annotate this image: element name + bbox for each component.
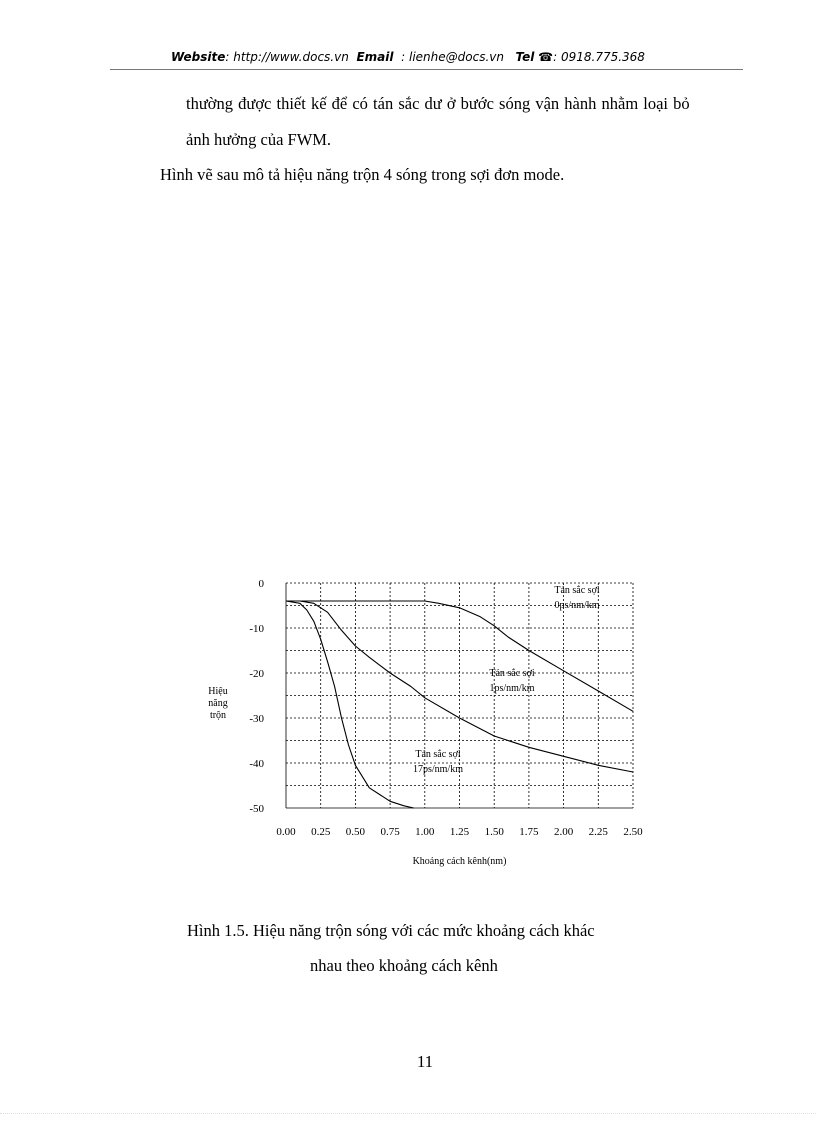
x-tick-label: 0.25 [311,826,331,838]
header-divider [110,69,743,70]
x-tick-label: 1.00 [415,826,435,838]
series-line-2 [286,601,414,808]
y-tick-label: -30 [249,713,264,725]
phone-icon: ☎ [538,50,554,64]
x-tick-label: 0.00 [276,826,296,838]
y-axis-label: trộn [209,710,227,721]
figure-caption-line-2: nhau theo khoảng cách kênh [310,956,498,975]
fwm-chart [190,548,660,888]
x-tick-label: 2.50 [623,826,643,838]
body-line-2: ảnh hưởng của FWM. [186,130,332,149]
y-axis-label: Hiệu [208,686,228,697]
body-line-1: thường được thiết kế để có tán sắc dư ở bước sóng vận hành nhằm loại bỏ [186,94,690,113]
y-tick-label: 0 [258,578,264,590]
series-label: Tán sắc sợi [554,585,600,596]
page-number: 11 [416,1052,434,1071]
series-label: 1ps/nm/km [489,683,535,694]
series-label: 17ps/nm/km [412,764,464,775]
tel-label: Tel [515,50,535,64]
email-value: : lienhe@docs.vn [401,50,504,64]
x-axis-label: Khoảng cách kênh(nm) [412,856,507,867]
series-label: 0ps/nm/km [554,600,600,611]
x-tick-label: 1.50 [484,826,504,838]
x-tick-label: 0.75 [380,826,400,838]
x-tick-label: 1.75 [519,826,539,838]
footer-divider [0,1113,816,1114]
y-axis-label: năng [208,698,228,709]
y-tick-label: -40 [249,758,264,770]
y-tick-label: -20 [249,668,264,680]
website-value: : http://www.docs.vn [225,50,349,64]
series-label: Tán sắc sợi [415,749,461,760]
x-tick-label: 2.25 [588,826,608,838]
tel-value: : 0918.775.368 [553,50,645,64]
figure [190,548,660,893]
page-header [0,50,816,64]
figure-caption-line-1: Hình 1.5. Hiệu năng trộn sóng với các mức khoảng cách khác [187,921,595,940]
series-label: Tán sắc sợi [489,668,535,679]
y-tick-label: -50 [249,803,264,815]
y-tick-label: -10 [249,623,264,635]
series-line-1 [286,601,633,772]
x-tick-label: 1.25 [449,826,470,838]
x-tick-label: 2.00 [553,826,574,838]
x-tick-label: 0.50 [345,826,366,838]
body-line-3: Hình vẽ sau mô tả hiệu năng trộn 4 sóng trong sợi đơn mode. [160,165,565,184]
email-label: Email [356,50,394,64]
website-label: Website [171,50,226,64]
